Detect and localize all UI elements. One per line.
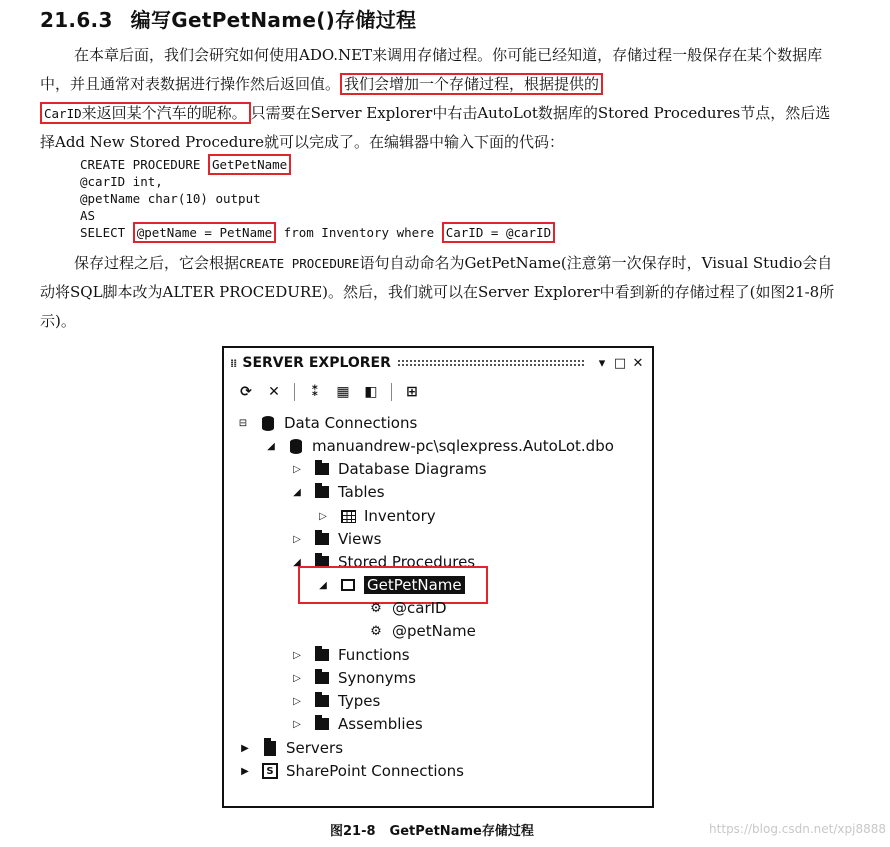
code-line3: @petName char(10) output — [80, 191, 261, 206]
collapsed-arrow-icon[interactable]: ▷ — [293, 463, 301, 475]
collapsed-arrow-icon[interactable]: ▷ — [319, 510, 327, 522]
sql-code-block — [80, 156, 555, 241]
toolbar-separator — [391, 383, 392, 401]
code-line1-keyword: CREATE PROCEDURE — [80, 157, 208, 172]
figure-number: 图21-8 — [330, 824, 376, 839]
figure-caption-text: GetPetName存储过程 — [389, 824, 534, 839]
watermark: https://blog.csdn.net/xpj8888 — [709, 822, 886, 836]
collapsed-arrow-icon[interactable]: ▷ — [293, 533, 301, 545]
code-proc-name-highlight: GetPetName — [208, 154, 291, 175]
dropdown-icon[interactable]: ▾ — [598, 355, 606, 371]
folder-icon — [314, 531, 330, 547]
connect-sharepoint-icon[interactable]: ⊞ — [406, 384, 418, 400]
code-select-highlight: @petName = PetName — [133, 222, 276, 243]
tree-label: Data Connections — [284, 414, 418, 432]
collapsed-arrow-icon[interactable]: ▶ — [241, 742, 249, 754]
titlebar-dots — [397, 359, 586, 367]
toolbar-separator — [294, 383, 295, 401]
tree-item-views[interactable] — [290, 528, 381, 550]
collapsed-arrow-icon[interactable]: ▷ — [293, 672, 301, 684]
tree-item-data-connections[interactable] — [236, 412, 417, 434]
database-icon — [288, 438, 304, 454]
tree-label: Servers — [286, 739, 344, 757]
tree-item-tables[interactable] — [290, 481, 385, 503]
tree-label: Inventory — [364, 507, 436, 525]
code-where-highlight: CarID = @carID — [442, 222, 555, 243]
folder-icon — [314, 647, 330, 663]
after-save-text-a: 保存过程之后，它会根据 — [74, 254, 240, 272]
maximize-icon[interactable]: □ — [613, 355, 627, 371]
server-explorer-titlebar — [230, 353, 646, 373]
tree-label: Assemblies — [338, 715, 423, 733]
server-explorer-title: SERVER EXPLORER — [242, 355, 391, 371]
stop-icon[interactable]: ✕ — [268, 384, 280, 400]
server-explorer-window — [222, 346, 654, 808]
collapsed-arrow-icon[interactable]: ▷ — [293, 649, 301, 661]
tree-item-assemblies[interactable] — [290, 713, 423, 735]
intro-text-1: 在本章后面，我们会研究如何使用ADO.NET来调用存储过程。你可能已经知道，存储过程一般保存在某个数据库中，并且通常对表数据进行操作然后返回值。 — [40, 46, 823, 93]
carid-code: CarID — [44, 106, 82, 121]
sharepoint-icon: S — [262, 763, 278, 779]
folder-icon — [314, 484, 330, 500]
servers-icon — [262, 740, 278, 756]
tree-label: Functions — [338, 646, 410, 664]
parameter-icon: ⚙ — [370, 623, 382, 639]
expanded-arrow-icon[interactable]: ◢ — [293, 556, 301, 568]
section-title: 编写GetPetName()存储过程 — [130, 8, 417, 32]
collapsed-arrow-icon[interactable]: ▶ — [241, 765, 249, 777]
section-number: 21.6.3 — [40, 8, 113, 32]
connect-database-icon[interactable]: ▦ — [336, 384, 350, 400]
code-line4: AS — [80, 208, 96, 223]
paragraph-after-save — [40, 249, 840, 336]
grip-icon[interactable]: ⁞⁞ — [230, 356, 237, 370]
filter-icon[interactable]: ⁑ — [311, 384, 319, 400]
after-save-text-b: 语句自动命名为GetPetName(注意第一次保存时，Visual Studio会自动将SQL脚本改为ALTER PROCEDURE)。然后，我们就可以在Server Explorer中看到新的存储过程了(如图21-8所示)。 — [40, 254, 835, 330]
tree-item-sharepoint[interactable] — [238, 760, 464, 782]
folder-icon — [314, 716, 330, 732]
paragraph-intro — [40, 41, 840, 157]
expanded-arrow-icon[interactable]: ◢ — [319, 579, 327, 591]
tree-item-autolot-db[interactable] — [264, 435, 614, 457]
highlight-box-b — [40, 102, 251, 124]
collapsed-arrow-icon[interactable]: ▷ — [293, 718, 301, 730]
intro-text-2: 只需要在Server Explorer中右击AutoLot数据库的Stored Procedures节点，然后选择Add New Stored Procedure就可以完成了。在编辑器中输入下面的代码： — [40, 104, 831, 151]
highlight-box-a: 我们会增加一个存储过程，根据提供的 — [340, 73, 603, 95]
tree-label: @petName — [392, 622, 476, 640]
code-line5-mid: from Inventory where — [276, 225, 442, 240]
close-icon[interactable]: ✕ — [632, 355, 644, 371]
tree-item-param-petname[interactable] — [368, 620, 476, 642]
tree-label: Tables — [338, 483, 385, 501]
collapsed-arrow-icon[interactable]: ▷ — [293, 695, 301, 707]
collapse-icon[interactable]: ⊟ — [238, 417, 248, 429]
refresh-icon[interactable]: ⟳ — [240, 384, 252, 400]
parameter-icon: ⚙ — [370, 600, 382, 616]
tree-label: Database Diagrams — [338, 460, 487, 478]
create-procedure-code: CREATE PROCEDURE — [239, 256, 360, 271]
folder-icon — [314, 461, 330, 477]
tree-item-types[interactable] — [290, 690, 380, 712]
highlight-b-text: 来返回某个汽车的昵称。 — [81, 104, 247, 122]
tree-label: Views — [338, 530, 382, 548]
tree-label-selected: GetPetName — [364, 576, 465, 594]
server-explorer-toolbar — [236, 382, 422, 402]
tree-item-synonyms[interactable] — [290, 667, 416, 689]
tree-item-servers[interactable] — [238, 737, 343, 759]
code-line5-keyword: SELECT — [80, 225, 133, 240]
expanded-arrow-icon[interactable]: ◢ — [267, 440, 275, 452]
tree-item-functions[interactable] — [290, 644, 410, 666]
code-line2: @carID int, — [80, 174, 163, 189]
folder-icon — [314, 693, 330, 709]
tree-label: @carID — [392, 599, 447, 617]
tree-label: SharePoint Connections — [286, 762, 464, 780]
connect-server-icon[interactable]: ◧ — [364, 384, 378, 400]
tree-label: manuandrew-pc\sqlexpress.AutoLot.dbo — [312, 437, 614, 455]
tree-label: Types — [338, 692, 381, 710]
table-icon — [340, 508, 356, 524]
expanded-arrow-icon[interactable]: ◢ — [293, 486, 301, 498]
section-heading — [40, 4, 416, 33]
tree-item-database-diagrams[interactable] — [290, 458, 487, 480]
tree-label: Synonyms — [338, 669, 416, 687]
tree-item-param-carid[interactable] — [368, 597, 447, 619]
folder-icon — [314, 670, 330, 686]
tree-item-inventory[interactable] — [316, 505, 436, 527]
data-connections-icon — [260, 415, 276, 431]
figure-caption — [330, 820, 534, 839]
tree-label: Stored Procedures — [338, 553, 476, 571]
